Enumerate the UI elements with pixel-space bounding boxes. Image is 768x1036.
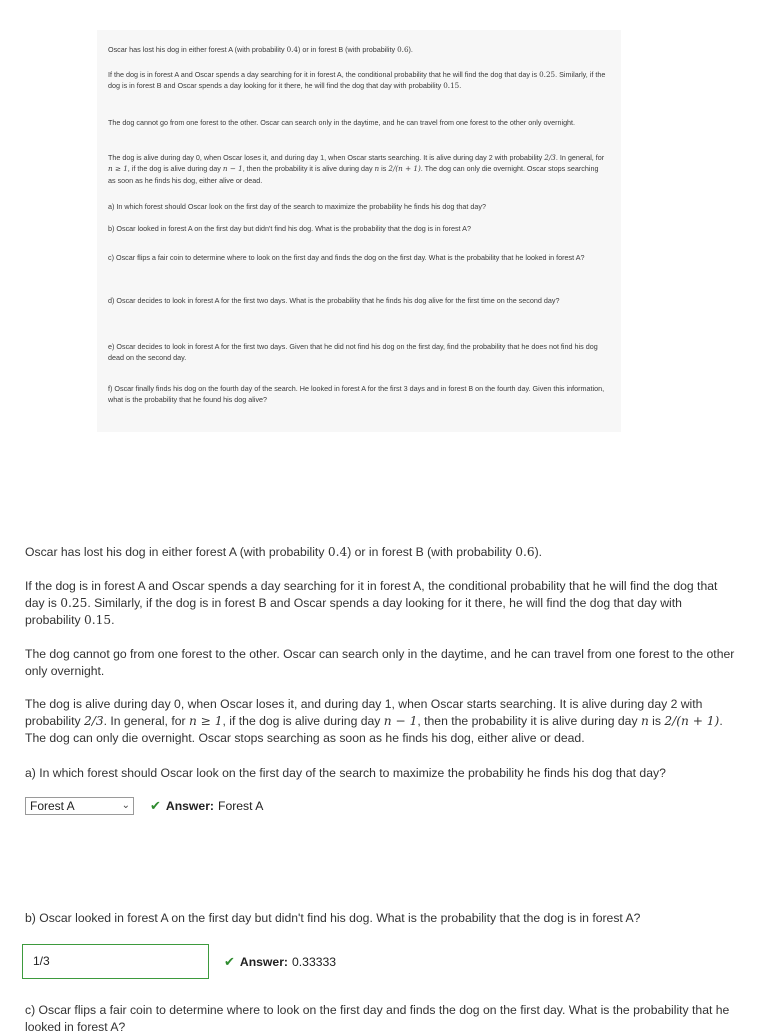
forest-select[interactable] xyxy=(25,797,134,815)
answer-b-feedback xyxy=(224,954,336,970)
answer-b-input[interactable] xyxy=(22,944,209,979)
checkmark-icon: ✔ xyxy=(224,954,235,969)
snapshot-survival-rule: The dog is alive during day 0, when Oscar loses it, and during day 1, when Oscar starts searching. It is alive during day 2 with probability 2/3. In general, for n ≥ 1, if the dog is alive during day n − 1, then the probability it is alive during day n is 2/(n + 1). The dog can only die overnight. Oscar stops searching as soon as he finds his dog, either alive or dead. xyxy=(108,153,605,185)
snapshot-question-a: a) In which forest should Oscar look on the first day of the search to maximize the probability he finds his dog that day? xyxy=(108,202,486,211)
intro-paragraph: Oscar has lost his dog in either forest A (with probability 0.4) or in forest B (with probability 0.6). xyxy=(25,545,543,559)
answer-a-value: Forest A xyxy=(218,799,264,813)
question-c: c) Oscar flips a fair coin to determine where to look on the first day and finds the dog on the first day. What is the probability that he looked in forest A? xyxy=(25,1003,730,1034)
snapshot-question-d: d) Oscar decides to look in forest A for the first two days. What is the probability that he finds his dog alive for the first time on the second day? xyxy=(108,296,560,305)
snapshot-intro: Oscar has lost his dog in either forest A (with probability 0.4) or in forest B (with probability 0.6). xyxy=(108,45,413,54)
snapshot-question-e: e) Oscar decides to look in forest A for the first two days. Given that he did not find his dog on the first day, find the probability that he does not find his dog dead on the second day. xyxy=(108,342,598,363)
forest-select-value: Forest A xyxy=(30,799,75,813)
question-b: b) Oscar looked in forest A on the first day but didn't find his dog. What is the probability that the dog is in forest A? xyxy=(25,911,641,925)
answer-a-feedback xyxy=(150,798,263,814)
snapshot-travel-rule: The dog cannot go from one forest to the other. Oscar can search only in the daytime, and he can travel from one forest to the other only overnight. xyxy=(108,118,576,127)
problem-statement-image xyxy=(97,30,621,432)
question-a: a) In which forest should Oscar look on the first day of the search to maximize the probability he finds his dog that day? xyxy=(25,766,666,780)
find-probability-paragraph: If the dog is in forest A and Oscar spends a day searching for it in forest A, the conditional probability that he will find the dog that day is 0.25. Similarly, if the dog is in forest B and Oscar spends a day looking for it there, he will find the dog that day with probability 0.15. xyxy=(25,579,718,627)
snapshot-find-probabilities: If the dog is in forest A and Oscar spends a day searching for it in forest A, the conditional probability that he will find the dog that day is 0.25. Similarly, if the dog is in forest B and Oscar spends a day looking for it there, he will find the dog that day with probability 0.15. xyxy=(108,70,606,91)
answer-label: Answer: xyxy=(239,955,288,969)
answer-b-value: 0.33333 xyxy=(292,955,337,969)
checkmark-icon: ✔ xyxy=(150,798,161,813)
chevron-down-icon: ⌄ xyxy=(121,800,130,811)
answer-label: Answer: xyxy=(165,799,214,813)
snapshot-question-f: f) Oscar finally finds his dog on the fourth day of the search. He looked in forest A for the first 3 days and in forest B on the fourth day. Given this information, what is the probability that he found his dog alive? xyxy=(108,384,605,405)
answer-b-input-value: 1/3 xyxy=(33,954,50,968)
snapshot-question-b: b) Oscar looked in forest A on the first day but didn't find his dog. What is the probability that the dog is in forest A? xyxy=(108,224,471,233)
survival-rule-paragraph: The dog is alive during day 0, when Oscar loses it, and during day 1, when Oscar starts searching. It is alive during day 2 with probability 2/3. In general, for n ≥ 1, if the dog is alive during day n − 1, then the probability it is alive during day n is 2/(n + 1). The dog can only die overnight. Oscar stops searching as soon as he finds his dog, either alive or dead. xyxy=(25,697,723,745)
travel-rule-paragraph: The dog cannot go from one forest to the other. Oscar can search only in the daytime, and he can travel from one forest to the other only overnight. xyxy=(25,647,735,678)
snapshot-question-c: c) Oscar flips a fair coin to determine where to look on the first day and finds the dog on the first day. What is the probability that he looked in forest A? xyxy=(108,253,585,262)
